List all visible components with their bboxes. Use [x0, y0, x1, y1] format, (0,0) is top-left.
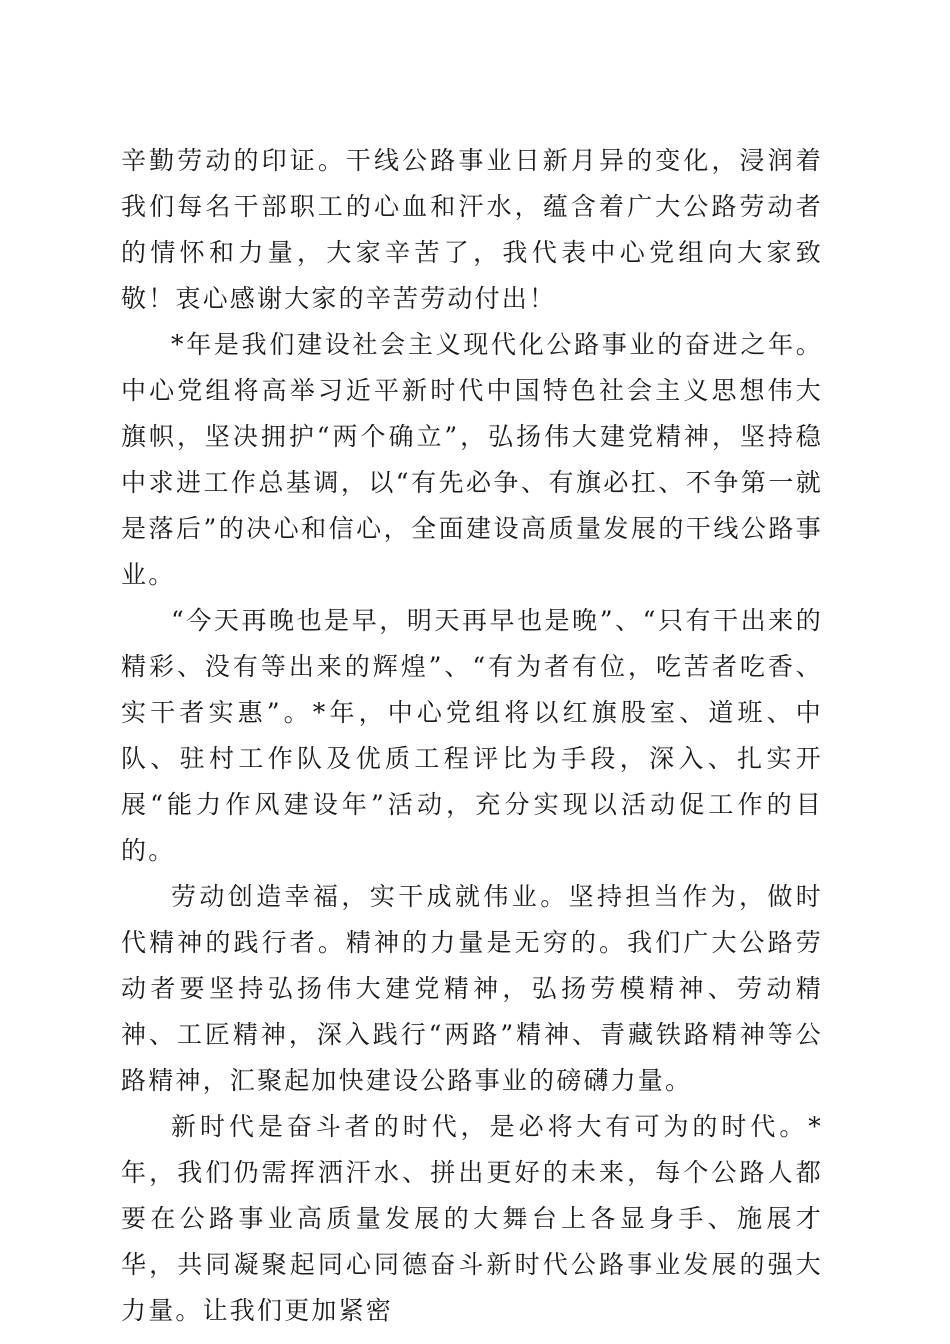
- paragraph-3: “今天再晚也是早，明天再早也是晚”、“只有干出来的精彩、没有等出来的辉煌”、“有为者有位，吃苦者吃香、实干者实惠”。*年，中心党组将以红旗股室、道班、中队、驻村工作队及优质工程评比为手段，深入、扎实开展“能力作风建设年”活动，充分实现以活动促工作的目的。: [121, 606, 823, 865]
- paragraph-1: 辛勤劳动的印证。干线公路事业日新月异的变化，浸润着我们每名干部职工的心血和汗水，蕴含着广大公路劳动者的情怀和力量，大家辛苦了，我代表中心党组向大家致敬！衷心感谢大家的辛苦劳动付出！: [121, 146, 823, 313]
- paragraph-4: 劳动创造幸福，实干成就伟业。坚持担当作为，做时代精神的践行者。精神的力量是无穷的。我们广大公路劳动者要坚持弘扬伟大建党精神，弘扬劳模精神、劳动精神、工匠精神，深入践行“两路”精神、青藏铁路精神等公路精神，汇聚起加快建设公路事业的磅礴力量。: [121, 882, 823, 1095]
- document-body: [121, 138, 823, 1334]
- paragraph-2: *年是我们建设社会主义现代化公路事业的奋进之年。中心党组将高举习近平新时代中国特色社会主义思想伟大旗帜，坚决拥护“两个确立”，弘扬伟大建党精神，坚持稳中求进工作总基调，以“有先必争、有旗必扛、不争第一就是落后”的决心和信心，全面建设高质量发展的干线公路事业。: [121, 330, 823, 589]
- paragraph-5: 新时代是奋斗者的时代，是必将大有可为的时代。*年，我们仍需挥洒汗水、拼出更好的未来，每个公路人都要在公路事业高质量发展的大舞台上各显身手、施展才华，共同凝聚起同心同德奋斗新时代公路事业发展的强大力量。让我们更加紧密: [121, 1112, 823, 1325]
